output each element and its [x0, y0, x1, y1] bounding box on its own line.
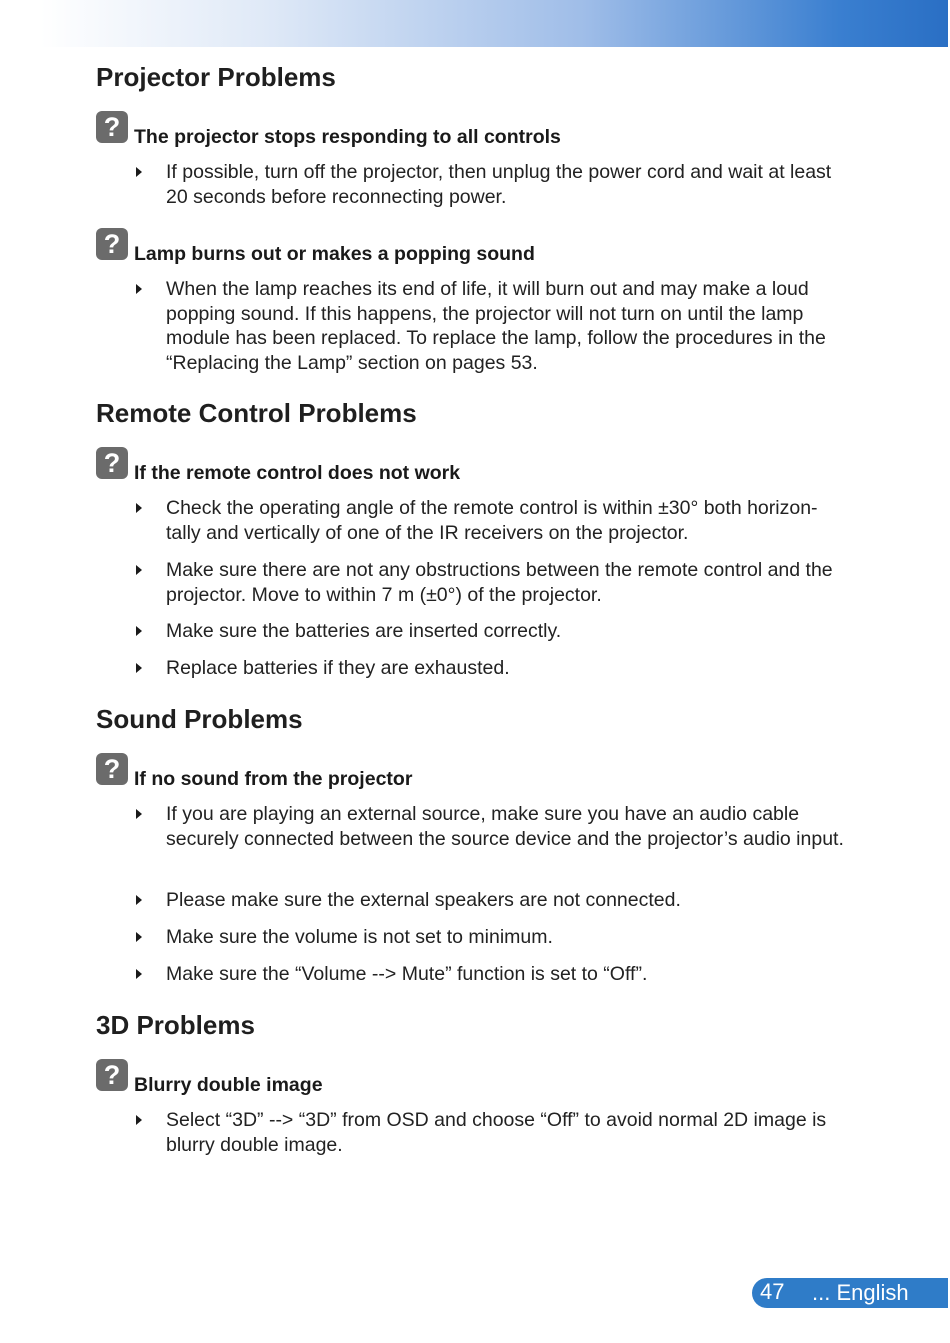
- list-item: When the lamp reaches its end of life, it will burn out and may make a loud popping sound. If this happens, the projector will not turn on until the lamp module has been replaced. To replace the lamp, follow the procedures in the “Replacing the Lamp” section on pages 53.: [136, 277, 846, 375]
- bullet-arrow-icon: [136, 1115, 142, 1125]
- bullet-arrow-icon: [136, 969, 142, 979]
- list-item: Make sure there are not any obstructions between the remote control and the projector. Move to within 7 m (±0°) of the projector.: [136, 558, 846, 607]
- question-icon: ?: [96, 111, 128, 143]
- section-title-sound: Sound Problems: [96, 704, 303, 734]
- section-title-projector: Projector Problems: [96, 62, 336, 92]
- language-label: ... English: [812, 1280, 909, 1305]
- page-number: 47: [760, 1279, 785, 1304]
- bullet-arrow-icon: [136, 284, 142, 294]
- header-band: [40, 0, 948, 47]
- problem-title: The projector stops responding to all controls: [134, 126, 561, 148]
- page-footer-tab: [752, 1278, 948, 1308]
- list-item: Make sure the batteries are inserted correctly.: [136, 619, 846, 644]
- list-item: Please make sure the external speakers are not connected.: [136, 888, 846, 913]
- problem-title: If no sound from the projector: [134, 768, 413, 790]
- bullet-arrow-icon: [136, 167, 142, 177]
- problem-title: Blurry double image: [134, 1074, 323, 1096]
- list-item: Make sure the “Volume --> Mute” function is set to “Off”.: [136, 962, 846, 987]
- bullet-arrow-icon: [136, 895, 142, 905]
- list-item: If possible, turn off the projector, then unplug the power cord and wait at least 20 seconds before reconnecting power.: [136, 160, 846, 209]
- bullet-arrow-icon: [136, 626, 142, 636]
- list-item: If you are playing an external source, make sure you have an audio cable securely connected between the source device and the projector’s audio input.: [136, 802, 846, 851]
- bullet-arrow-icon: [136, 503, 142, 513]
- problem-title: If the remote control does not work: [134, 462, 461, 484]
- question-icon: ?: [96, 1059, 128, 1091]
- question-icon: ?: [96, 753, 128, 785]
- section-title-3d: 3D Problems: [96, 1010, 255, 1040]
- bullet-arrow-icon: [136, 809, 142, 819]
- bullet-arrow-icon: [136, 565, 142, 575]
- question-icon: ?: [96, 228, 128, 260]
- problem-title: Lamp burns out or makes a popping sound: [134, 243, 535, 265]
- list-item: Check the operating angle of the remote control is within ±30° both horizon-tally and vertically of one of the IR receivers on the projector.: [136, 496, 846, 545]
- list-item: Make sure the volume is not set to minimum.: [136, 925, 846, 950]
- list-item: Select “3D” --> “3D” from OSD and choose “Off” to avoid normal 2D image is blurry double image.: [136, 1108, 846, 1157]
- list-item: Replace batteries if they are exhausted.: [136, 656, 846, 681]
- question-icon: ?: [96, 447, 128, 479]
- bullet-arrow-icon: [136, 932, 142, 942]
- bullet-arrow-icon: [136, 663, 142, 673]
- section-title-remote: Remote Control Problems: [96, 398, 417, 428]
